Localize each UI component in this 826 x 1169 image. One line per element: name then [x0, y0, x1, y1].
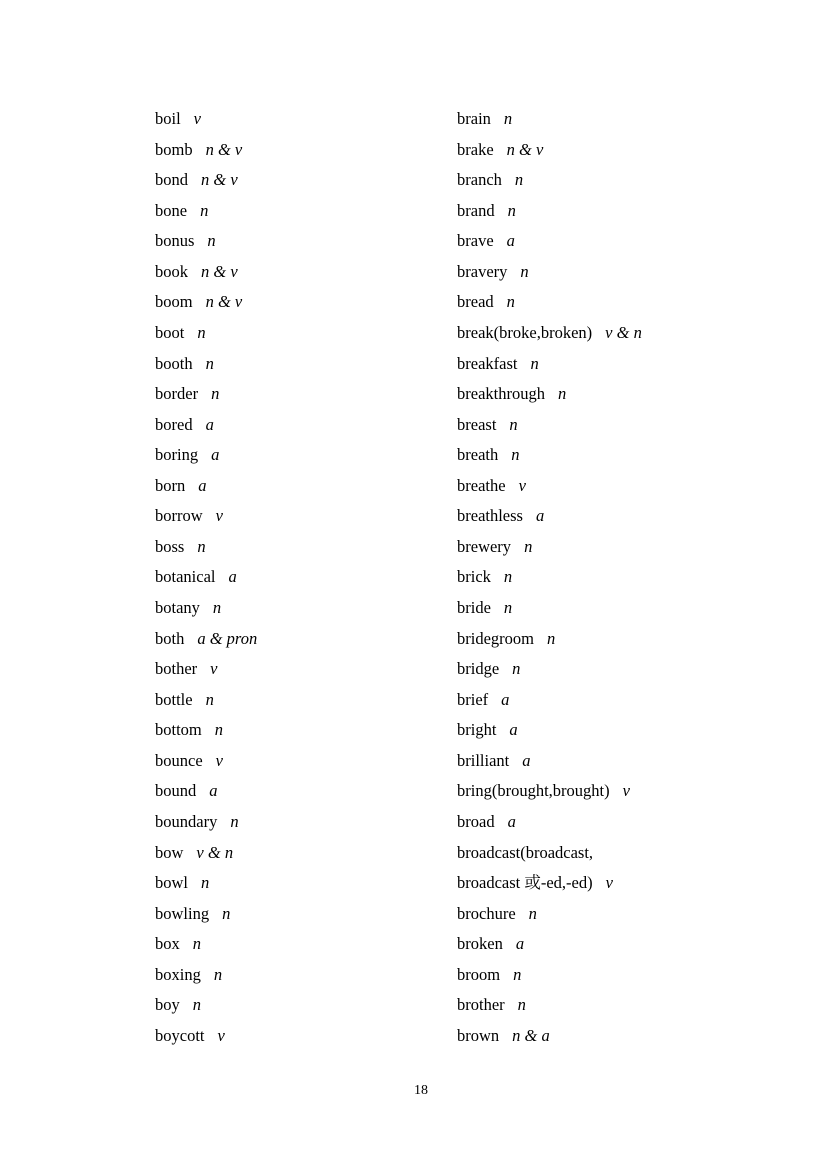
word-entry [155, 135, 257, 166]
part-of-speech-text: a [205, 414, 214, 434]
word-text: box [155, 934, 180, 954]
word-text: brave [457, 231, 494, 251]
word-text: broom [457, 964, 501, 984]
word-text: borrow [155, 506, 203, 526]
part-of-speech-text: n [506, 292, 515, 312]
word-text: breathless [457, 506, 523, 526]
word-entry [155, 715, 257, 746]
word-entry [457, 593, 642, 624]
word-entry [155, 562, 257, 593]
word-entry [457, 746, 642, 777]
word-entry [155, 899, 257, 930]
part-of-speech-text: n [211, 384, 220, 404]
part-of-speech-text: v [210, 659, 218, 679]
word-text: bond [155, 170, 188, 190]
word-text: bridegroom [457, 628, 534, 648]
word-entry [457, 287, 642, 318]
word-entry [457, 838, 642, 869]
word-text: booth [155, 353, 193, 373]
word-text: broadcast(broadcast, [457, 842, 594, 862]
part-of-speech-text: v & n [605, 322, 642, 342]
word-text: bored [155, 414, 193, 434]
word-entry [457, 899, 642, 930]
word-text: bounce [155, 750, 203, 770]
part-of-speech-text: n [230, 811, 239, 831]
word-text: brilliant [457, 750, 510, 770]
part-of-speech-text: v [215, 506, 223, 526]
word-entry [457, 226, 642, 257]
word-text: boot [155, 322, 185, 342]
word-text: bridge [457, 659, 500, 679]
word-entry [155, 990, 257, 1021]
word-entry [457, 410, 642, 441]
part-of-speech-text: n [192, 995, 201, 1015]
word-text: bomb [155, 139, 193, 159]
part-of-speech-text: n [213, 964, 223, 984]
word-text: broadcast 或-ed,-ed) [457, 873, 593, 893]
part-of-speech-text: a [211, 445, 220, 465]
word-text: bottom [155, 720, 202, 740]
word-text: breath [457, 445, 499, 465]
part-of-speech-text: n [503, 109, 513, 128]
part-of-speech-text: a [535, 506, 545, 526]
part-of-speech-text: n [512, 659, 521, 679]
word-text: bottle [155, 689, 193, 709]
word-entry [457, 562, 642, 593]
word-text: boom [155, 292, 193, 312]
part-of-speech-text: n [511, 445, 520, 465]
word-entry [457, 196, 642, 227]
word-text: break(broke,broken) [457, 322, 593, 342]
word-text: bone [155, 200, 188, 220]
part-of-speech-text: a & pron [197, 628, 258, 648]
word-entry [155, 501, 257, 532]
word-text: both [155, 628, 185, 648]
word-text: botanical [155, 567, 216, 587]
word-entry [155, 257, 257, 288]
word-text: bonus [155, 231, 195, 251]
word-entry [155, 807, 257, 838]
part-of-speech-text: n [507, 200, 516, 220]
word-text: botany [155, 598, 200, 617]
word-entry [457, 807, 642, 838]
part-of-speech-text: n [528, 903, 537, 923]
word-text: breakthrough [457, 384, 545, 404]
word-entry [155, 1021, 257, 1052]
word-entry [155, 685, 257, 716]
part-of-speech-text: n [530, 353, 539, 373]
part-of-speech-text: n [214, 720, 224, 740]
word-text: boycott [155, 1025, 205, 1045]
word-entry [155, 593, 257, 624]
word-entry [457, 257, 642, 288]
part-of-speech-text: n [205, 353, 214, 373]
word-entry [457, 440, 642, 471]
word-text: bravery [457, 261, 508, 281]
word-entry [457, 929, 642, 960]
word-entry [155, 929, 257, 960]
part-of-speech-text: n [222, 903, 231, 923]
word-text: broad [457, 811, 495, 831]
word-entry [457, 532, 642, 563]
word-entry [457, 379, 642, 410]
word-text: brain [457, 109, 491, 128]
word-entry [457, 104, 642, 135]
part-of-speech-text: v [193, 109, 201, 128]
word-text: bowl [155, 873, 188, 893]
part-of-speech-text: n & v [201, 170, 238, 190]
part-of-speech-text: n [200, 200, 209, 220]
part-of-speech-text: v [605, 873, 613, 893]
part-of-speech-text: v [622, 781, 630, 801]
word-entry [155, 624, 257, 655]
word-entry [457, 471, 642, 502]
part-of-speech-text: n [197, 322, 206, 342]
part-of-speech-text: a [501, 689, 510, 709]
word-text: bow [155, 842, 184, 862]
page-number: 18 [414, 1083, 428, 1098]
word-entry [155, 838, 257, 869]
part-of-speech-text: a [198, 475, 207, 495]
part-of-speech-text: n & v [201, 261, 238, 281]
word-text: brand [457, 200, 495, 220]
part-of-speech-text: n & v [205, 292, 243, 312]
part-of-speech-text: a [509, 720, 518, 740]
word-text: bound [155, 781, 197, 801]
word-entry [155, 379, 257, 410]
word-entry [155, 440, 257, 471]
part-of-speech-text: v & n [196, 842, 234, 862]
word-list-column-left [155, 104, 257, 1051]
word-entry [457, 654, 642, 685]
word-entry [457, 318, 642, 349]
part-of-speech-text: a [515, 934, 525, 954]
word-entry [457, 501, 642, 532]
part-of-speech-text: n [514, 170, 524, 190]
part-of-speech-text: n [212, 598, 222, 617]
word-entry [155, 746, 257, 777]
part-of-speech-text: a [507, 811, 516, 831]
word-entry [155, 960, 257, 991]
part-of-speech-text: n [503, 598, 513, 617]
word-list-column-right [457, 104, 642, 1051]
word-entry [457, 776, 642, 807]
word-text: breakfast [457, 353, 518, 373]
word-text: bright [457, 720, 497, 740]
word-entry [457, 960, 642, 991]
word-text: breathe [457, 475, 506, 495]
part-of-speech-text: n [205, 689, 214, 709]
part-of-speech-text: n & v [205, 139, 243, 159]
part-of-speech-text: a [209, 781, 218, 801]
word-text: breast [457, 414, 497, 434]
word-text: book [155, 261, 188, 281]
part-of-speech-text: n [192, 934, 201, 954]
word-entry [155, 287, 257, 318]
word-entry [155, 196, 257, 227]
word-entry [457, 135, 642, 166]
part-of-speech-text: n [513, 964, 522, 984]
word-text: boss [155, 536, 185, 556]
word-text: brochure [457, 903, 516, 923]
part-of-speech-text: n & a [512, 1025, 550, 1045]
word-entry [155, 104, 257, 135]
word-text: bowling [155, 903, 210, 923]
word-text: bring(brought,brought) [457, 781, 610, 801]
word-entry [155, 471, 257, 502]
word-entry [457, 349, 642, 380]
word-text: brother [457, 995, 505, 1015]
part-of-speech-text: n [520, 261, 529, 281]
word-text: brown [457, 1025, 500, 1045]
part-of-speech-text: v [215, 750, 223, 770]
word-entry [457, 990, 642, 1021]
word-entry [457, 624, 642, 655]
part-of-speech-text: n [546, 628, 556, 648]
part-of-speech-text: n [207, 231, 216, 251]
word-text: bread [457, 292, 494, 312]
part-of-speech-text: n [524, 536, 533, 556]
word-text: bother [155, 659, 198, 679]
word-entry [155, 318, 257, 349]
word-text: brief [457, 689, 489, 709]
word-entry [457, 165, 642, 196]
word-text: boil [155, 109, 181, 128]
part-of-speech-text: n [517, 995, 526, 1015]
word-entry [155, 654, 257, 685]
word-entry [155, 410, 257, 441]
part-of-speech-text: n [503, 567, 513, 587]
word-text: born [155, 475, 186, 495]
word-text: brick [457, 567, 491, 587]
part-of-speech-text: v [217, 1025, 225, 1045]
part-of-speech-text: n [557, 384, 567, 404]
word-text: boring [155, 445, 199, 465]
word-text: bride [457, 598, 491, 617]
word-entry [155, 349, 257, 380]
word-text: brake [457, 139, 494, 159]
word-entry [457, 685, 642, 716]
word-entry [457, 1021, 642, 1052]
part-of-speech-text: a [522, 750, 531, 770]
part-of-speech-text: n [197, 536, 206, 556]
word-entry [155, 226, 257, 257]
word-text: boy [155, 995, 180, 1015]
word-text: boundary [155, 811, 218, 831]
word-entry [457, 868, 642, 899]
part-of-speech-text: n & v [506, 139, 544, 159]
part-of-speech-text: a [506, 231, 515, 251]
part-of-speech-text: a [228, 567, 237, 587]
word-text: brewery [457, 536, 512, 556]
word-entry [457, 715, 642, 746]
word-text: branch [457, 170, 502, 190]
word-entry [155, 165, 257, 196]
word-entry [155, 868, 257, 899]
word-text: broken [457, 934, 503, 954]
part-of-speech-text: v [518, 475, 526, 495]
word-entry [155, 776, 257, 807]
word-entry [155, 532, 257, 563]
part-of-speech-text: n [201, 873, 210, 893]
word-text: border [155, 384, 199, 404]
part-of-speech-text: n [509, 414, 518, 434]
word-text: boxing [155, 964, 201, 984]
